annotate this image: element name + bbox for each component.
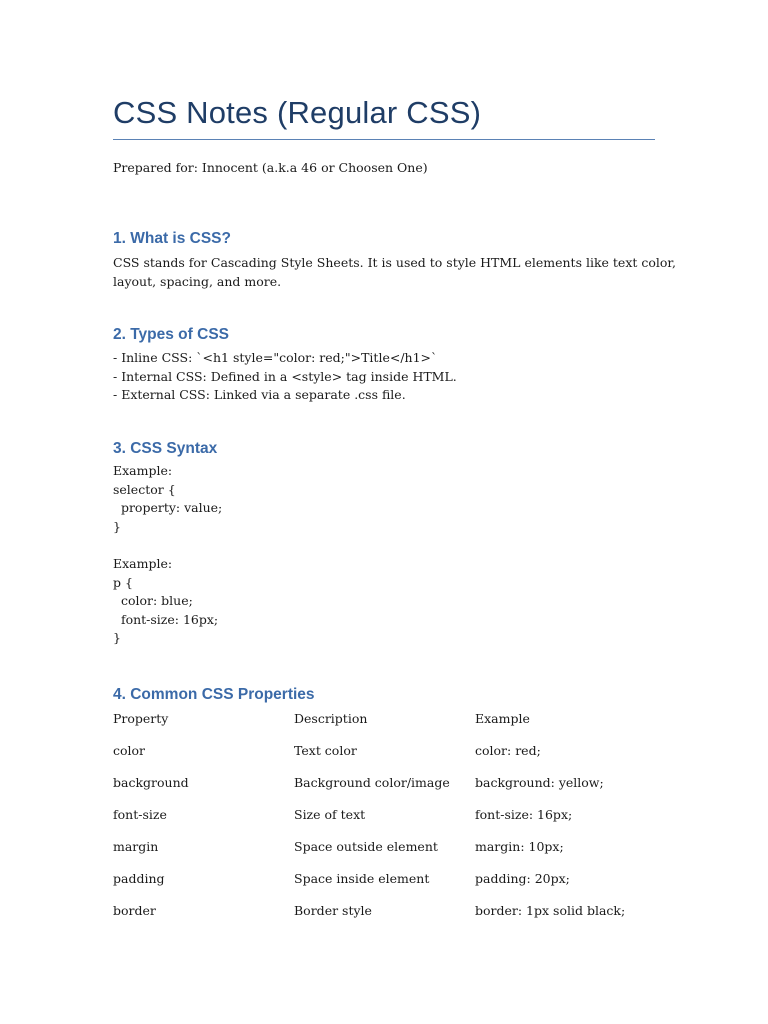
table-cell: padding	[113, 871, 165, 886]
heading-common-css-properties: 4. Common CSS Properties	[113, 686, 315, 703]
code-line: color: blue;	[113, 593, 193, 609]
table-cell: Background color/image	[294, 775, 450, 790]
heading-what-is-css: 1. What is CSS?	[113, 230, 231, 247]
list-item: - Internal CSS: Defined in a <style> tag inside HTML.	[113, 368, 457, 384]
table-cell: Text color	[294, 743, 357, 758]
prepared-for-text: Prepared for: Innocent (a.k.a 46 or Choosen One)	[113, 160, 428, 175]
table-row	[113, 807, 655, 827]
table-cell: Space inside element	[294, 871, 430, 886]
code-line: Example:	[113, 555, 173, 571]
table-cell: margin	[113, 839, 159, 854]
list-item: - External CSS: Linked via a separate .css file.	[113, 387, 406, 403]
table-cell: color: red;	[475, 743, 541, 758]
table-cell: background: yellow;	[475, 775, 604, 790]
table-cell: border: 1px solid black;	[475, 903, 626, 918]
title-underline	[113, 139, 655, 140]
table-cell: Space outside element	[294, 839, 438, 854]
code-line: property: value;	[113, 500, 223, 516]
types-of-css-list	[113, 349, 457, 405]
document-title: CSS Notes (Regular CSS)	[113, 95, 482, 130]
what-is-css-paragraph	[113, 254, 676, 291]
table-cell: margin: 10px;	[475, 839, 564, 854]
table-cell: Border style	[294, 903, 372, 918]
code-line: p {	[113, 574, 133, 590]
table-header-cell: Description	[294, 711, 368, 726]
table-cell: font-size	[113, 807, 167, 822]
table-row	[113, 839, 655, 859]
table-row	[113, 871, 655, 891]
code-line: Example:	[113, 463, 173, 478]
table-cell: font-size: 16px;	[475, 807, 573, 822]
list-item: - Inline CSS: `<h1 style="color: red;">Title</h1>`	[113, 350, 438, 365]
table-header-cell: Property	[113, 711, 169, 726]
table-cell: background	[113, 775, 189, 790]
table-header-cell: Example	[475, 711, 530, 726]
code-line: }	[113, 518, 121, 534]
table-cell: color	[113, 743, 146, 758]
code-line	[113, 536, 222, 555]
code-line: font-size: 16px;	[113, 611, 219, 627]
table-cell: Size of text	[294, 807, 366, 822]
table-cell: border	[113, 903, 156, 918]
heading-css-syntax: 3. CSS Syntax	[113, 440, 218, 457]
table-header-row	[113, 711, 655, 731]
table-row	[113, 903, 655, 923]
table-row	[113, 743, 655, 763]
paragraph-line: CSS stands for Cascading Style Sheets. It is used to style HTML elements like text color,	[113, 255, 676, 270]
code-line: }	[113, 630, 121, 646]
paragraph-line: layout, spacing, and more.	[113, 273, 282, 289]
heading-types-of-css: 2. Types of CSS	[113, 326, 229, 343]
table-cell: padding: 20px;	[475, 871, 570, 886]
css-syntax-examples	[113, 462, 222, 648]
table-row	[113, 775, 655, 795]
code-line: selector {	[113, 481, 176, 497]
